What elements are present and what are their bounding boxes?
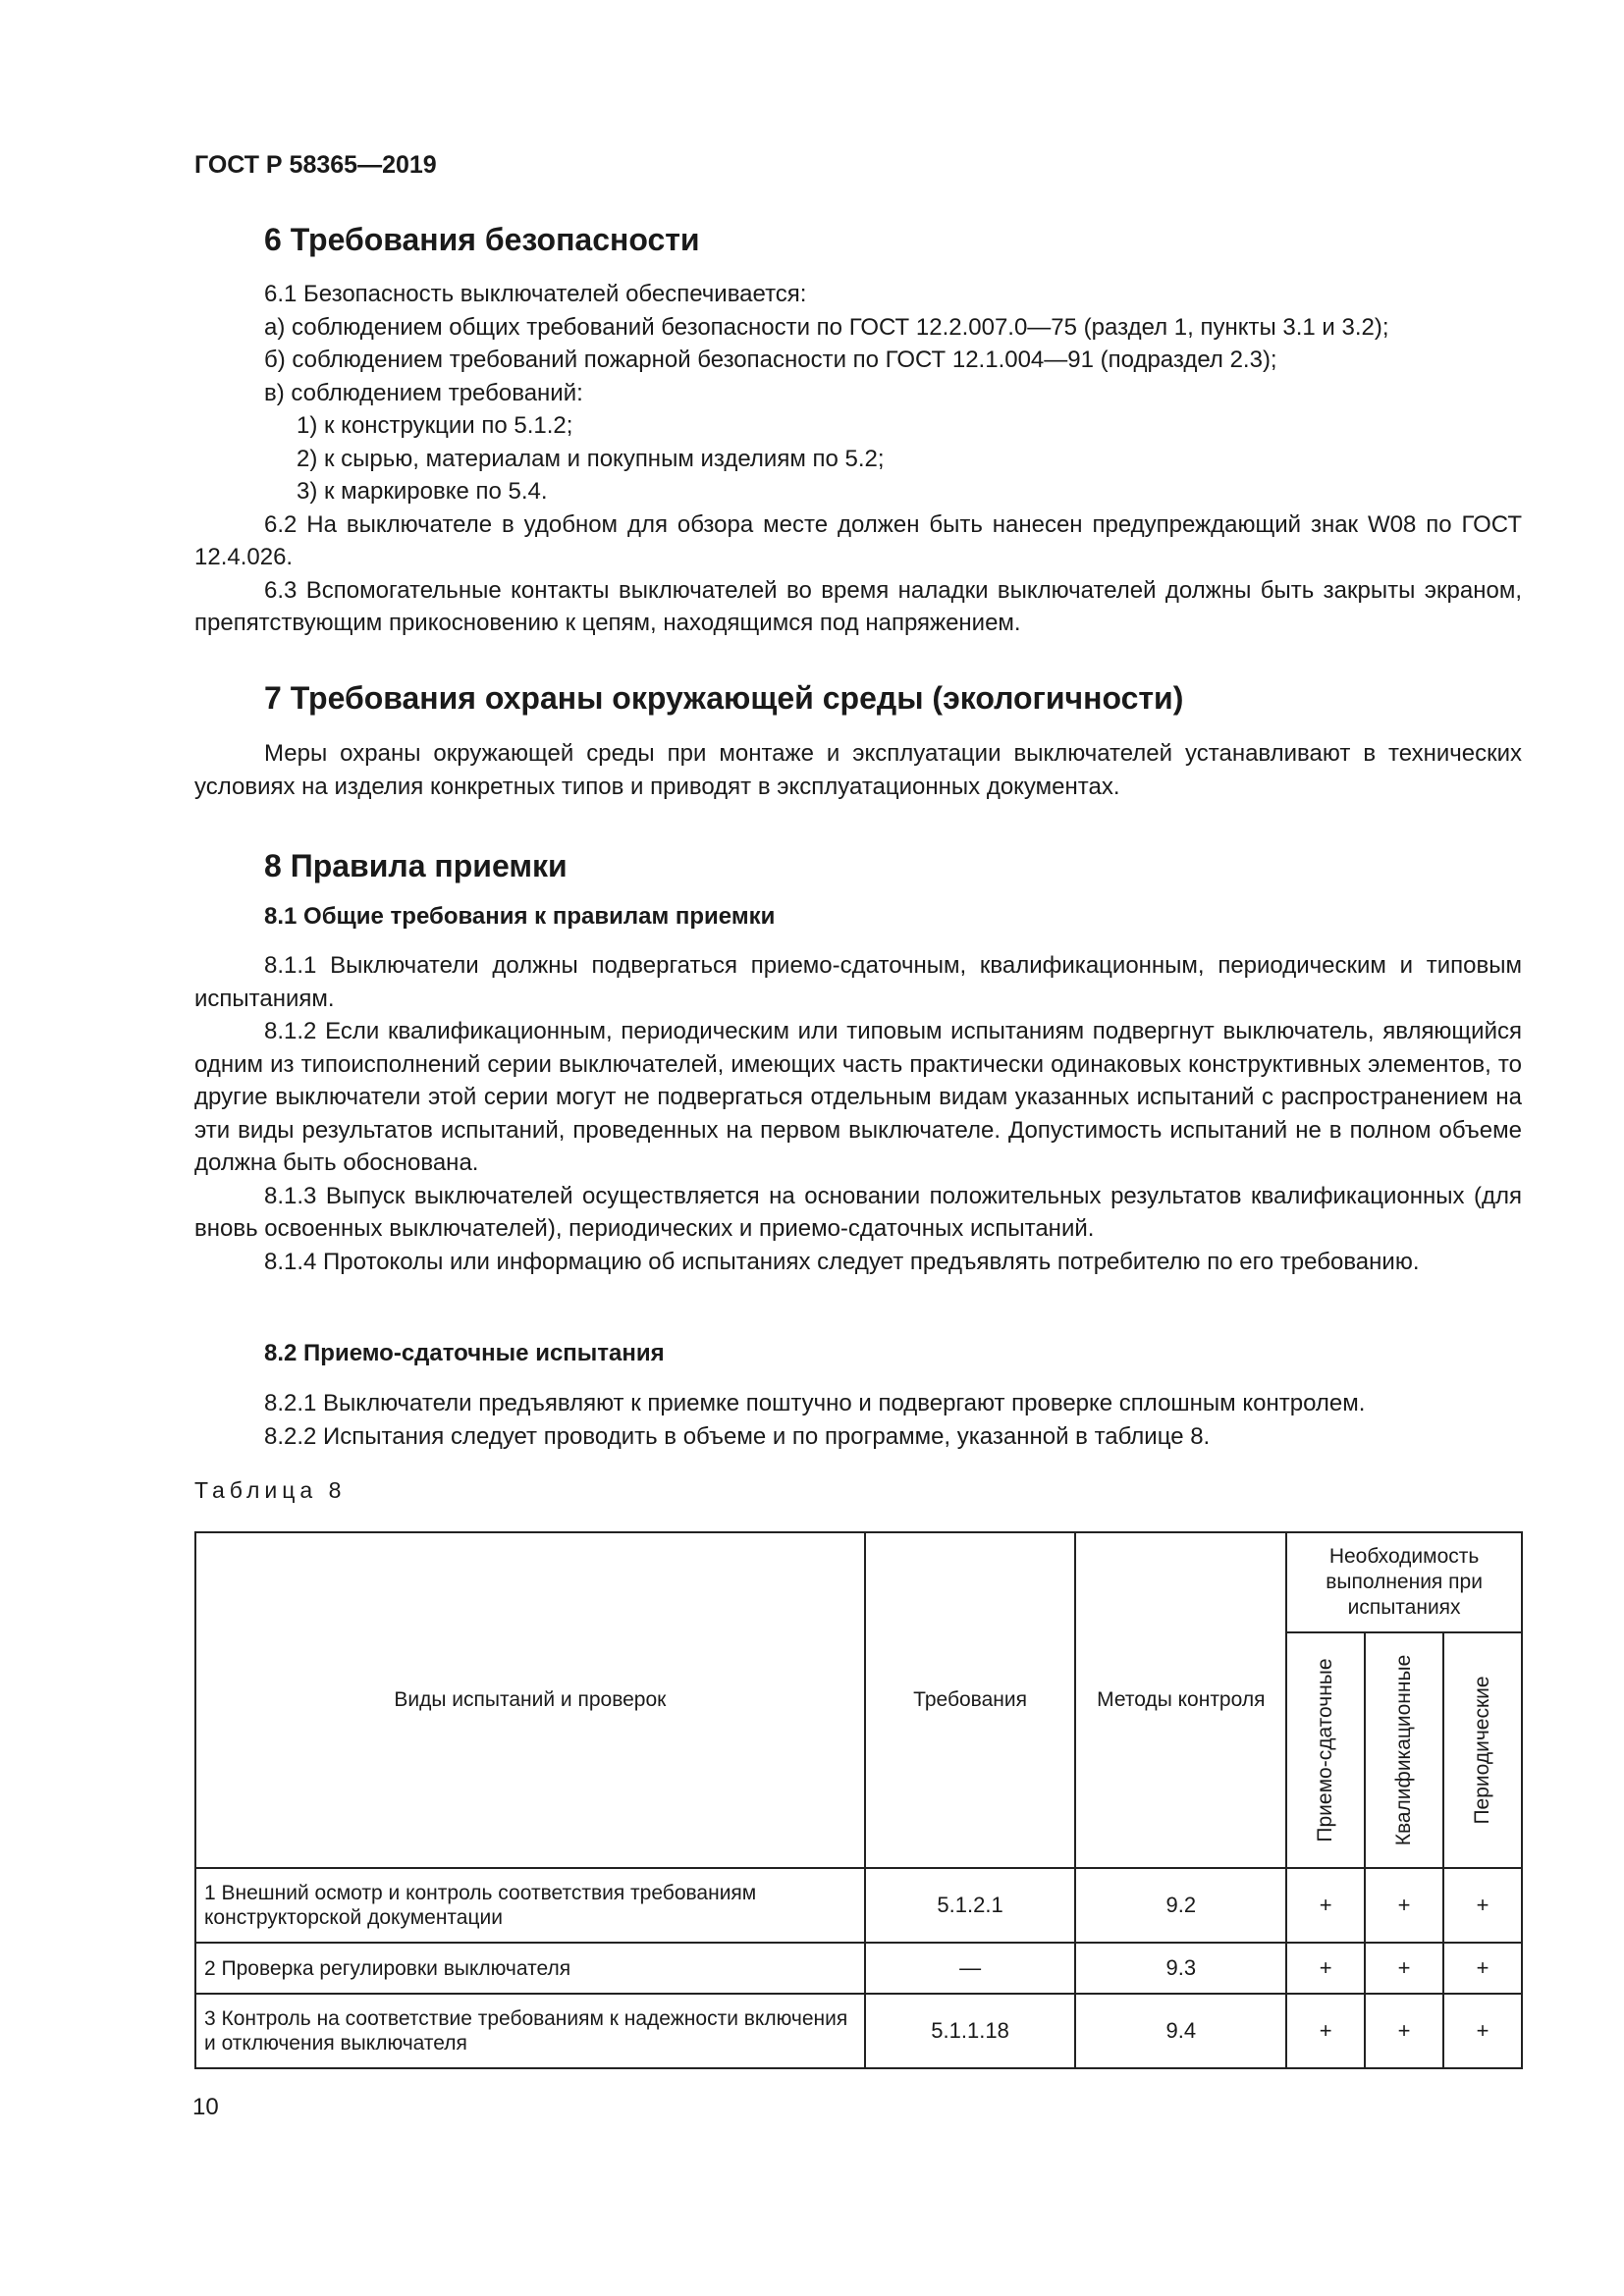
header-methods: Методы контроля [1075,1532,1286,1868]
p813: 8.1.3 Выпуск выключателей осуществляется на основании положительных результатов квалификационных (для вновь освоенных выключателей), периодических и приемо-сдаточных испытаний. [194,1182,1522,1242]
item-v1: 1) к конструкции по 5.1.2; [297,412,573,439]
item-v: в) соблюдением требований: [264,379,583,406]
cell-method: 9.3 [1075,1943,1286,1994]
cell-period: + [1443,1868,1522,1943]
cell-accept: + [1286,1994,1365,2068]
cell-kind: 2 Проверка регулировки выключателя [195,1943,865,1994]
section-7-title: 7 Требования охраны окружающей среды (экологичности) [264,680,1184,716]
header-kinds: Виды испытаний и проверок [195,1532,865,1868]
table-8 [194,1531,1523,2069]
section-8-2-title: 8.2 Приемо-сдаточные испытания [264,1340,665,1366]
cell-kind: 1 Внешний осмотр и контроль соответствия требованиям конструкторской документации [195,1868,865,1943]
cell-method: 9.4 [1075,1994,1286,2068]
cell-kind: 3 Контроль на соответствие требованиям к надежности включения и отключения выключателя [195,1994,865,2068]
cell-period: + [1443,1994,1522,2068]
header-qualification: Квалификационные [1365,1632,1443,1868]
header-acceptance: Приемо-сдаточные [1286,1632,1365,1868]
p814: 8.1.4 Протоколы или информацию об испытаниях следует предъявлять потребителю по его требованию. [264,1248,1420,1275]
page-number: 10 [192,2094,219,2120]
cell-method: 9.2 [1075,1868,1286,1943]
cell-period: + [1443,1943,1522,1994]
item-a: а) соблюдением общих требований безопасности по ГОСТ 12.2.007.0—75 (раздел 1, пункты 3.1 и 3.2); [264,313,1389,341]
section-8-1-title: 8.1 Общие требования к правилам приемки [264,903,776,930]
p821: 8.2.1 Выключатели предъявляют к приемке поштучно и подвергают проверке сплошным контролем. [264,1390,1366,1416]
section-8-1-body [194,949,1522,1278]
item-v2: 2) к сырью, материалам и покупным изделиям по 5.2; [297,445,885,472]
p812: 8.1.2 Если квалификационным, периодическим или типовым испытаниям подвергнут выключатель, являющийся одним из типоисполнений серии выключателей, имеющих часть практически одинаковых конструктивных элементов, то другие выключатели этой серии могут не подвергаться отдельным видам указанных испытаний с распространением на эти виды результатов испытаний, проведенных на первом выключателе. Допустимость испытаний не в полном объеме должна быть обоснована. [194,1018,1522,1176]
section-6-body [194,278,1522,640]
cell-req: 5.1.2.1 [865,1868,1076,1943]
cell-req: 5.1.1.18 [865,1994,1076,2068]
header-requirements: Требования [865,1532,1076,1868]
cell-qual: + [1365,1994,1443,2068]
document-code: ГОСТ Р 58365—2019 [194,151,437,179]
p62: 6.2 На выключателе в удобном для обзора месте должен быть нанесен предупреждающий знак W08 по ГОСТ 12.4.026. [194,510,1522,570]
cell-qual: + [1365,1868,1443,1943]
section-8-title: 8 Правила приемки [264,848,568,883]
table-caption: Таблица 8 [194,1477,347,1503]
section-7-text: Меры охраны окружающей среды при монтаже и эксплуатации выключателей устанавливают в технических условиях на изделия конкретных типов и приводят в эксплуатационных документах. [194,740,1522,800]
p61: 6.1 Безопасность выключателей обеспечивается: [264,281,807,307]
table-row [195,1868,1522,1943]
table-row [195,1994,1522,2068]
header-periodic: Периодические [1443,1632,1522,1868]
cell-req: — [865,1943,1076,1994]
section-6-title: 6 Требования безопасности [264,222,700,257]
table-row [195,1943,1522,1994]
header-necessity: Необходимость выполнения при испытаниях [1286,1532,1522,1632]
item-b: б) соблюдением требований пожарной безопасности по ГОСТ 12.1.004—91 (подраздел 2.3); [264,347,1277,373]
cell-accept: + [1286,1943,1365,1994]
section-8-2-body [194,1387,1522,1453]
p63: 6.3 Вспомогательные контакты выключателей во время наладки выключателей должны быть закрыты экраном, препятствующим прикосновению к цепям, находящимся под напряжением. [194,576,1522,636]
item-v3: 3) к маркировке по 5.4. [297,478,548,505]
p822: 8.2.2 Испытания следует проводить в объеме и по программе, указанной в таблице 8. [264,1422,1211,1450]
cell-accept: + [1286,1868,1365,1943]
cell-qual: + [1365,1943,1443,1994]
p811: 8.1.1 Выключатели должны подвергаться приемо-сдаточным, квалификационным, периодическим и типовым испытаниям. [194,952,1522,1012]
